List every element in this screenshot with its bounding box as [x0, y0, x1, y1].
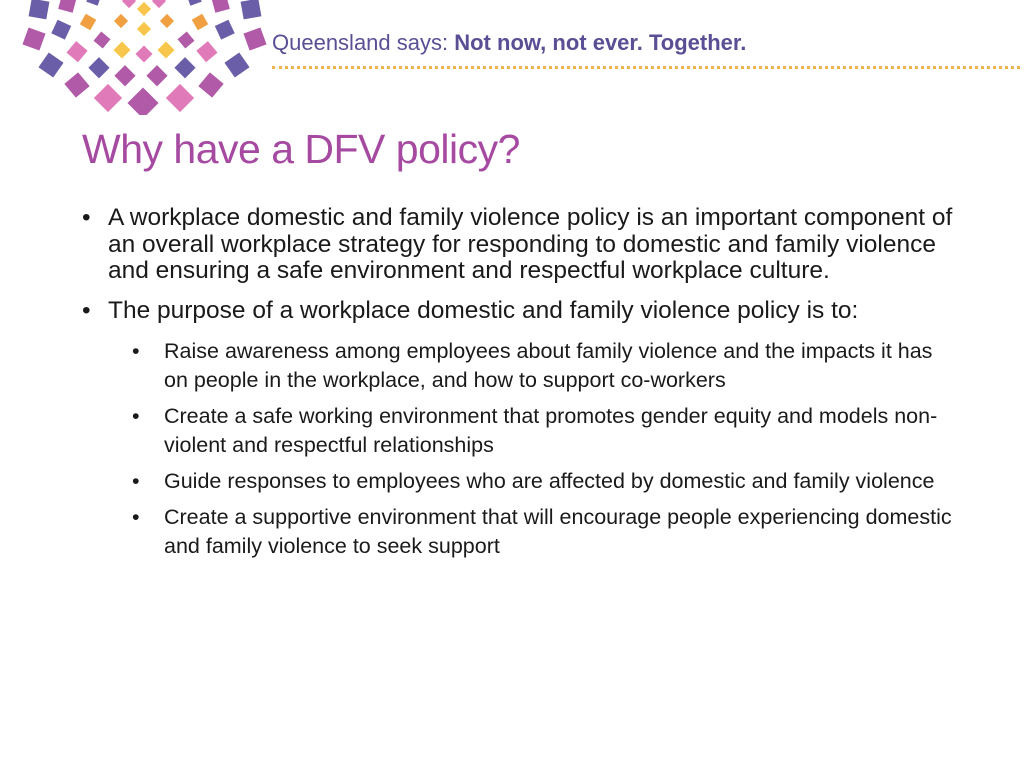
- sub-bullet-text: Create a supportive environment that will encourage people experiencing domestic and family violence to seek support: [164, 505, 952, 558]
- sub-bullet-list: [82, 337, 962, 561]
- tagline-lead: Queensland says:: [272, 30, 449, 55]
- sub-bullet-text: Guide responses to employees who are affected by domestic and family violence: [164, 469, 935, 493]
- sub-bullet-item: [132, 337, 962, 395]
- bullet-dot-icon: •: [132, 404, 140, 428]
- queensland-logo-icon: [20, 0, 270, 115]
- slide-body: [82, 205, 962, 568]
- bullet-dot-icon: •: [132, 339, 140, 363]
- logo-core: [114, 0, 174, 36]
- sub-bullet-item: [132, 503, 962, 561]
- header-divider: [272, 66, 1020, 69]
- bullet-text: The purpose of a workplace domestic and family violence policy is to:: [108, 296, 859, 324]
- sub-bullet-item: [132, 402, 962, 460]
- sub-bullet-item: [132, 467, 962, 496]
- bullet-dot-icon: •: [132, 469, 140, 493]
- slide-title: Why have a DFV policy?: [82, 126, 520, 172]
- bullet-item: [82, 298, 962, 325]
- tagline: [272, 30, 746, 56]
- sub-bullet-text: Raise awareness among employees about family violence and the impacts it has on people in the workplace, and how to support co-workers: [164, 339, 933, 392]
- bullet-dot-icon: •: [132, 505, 140, 529]
- bullet-dot-icon: •: [82, 204, 91, 231]
- sub-bullet-text: Create a safe working environment that promotes gender equity and models non-violent and respectful relationships: [164, 404, 938, 457]
- bullet-dot-icon: •: [82, 296, 91, 324]
- tagline-strong: Not now, not ever. Together.: [454, 30, 747, 55]
- bullet-item: [82, 205, 962, 285]
- bullet-text: A workplace domestic and family violence policy is an important component of an overall workplace strategy for responding to domestic and family violence and ensuring a safe environment and respectful workplace culture.: [108, 204, 953, 284]
